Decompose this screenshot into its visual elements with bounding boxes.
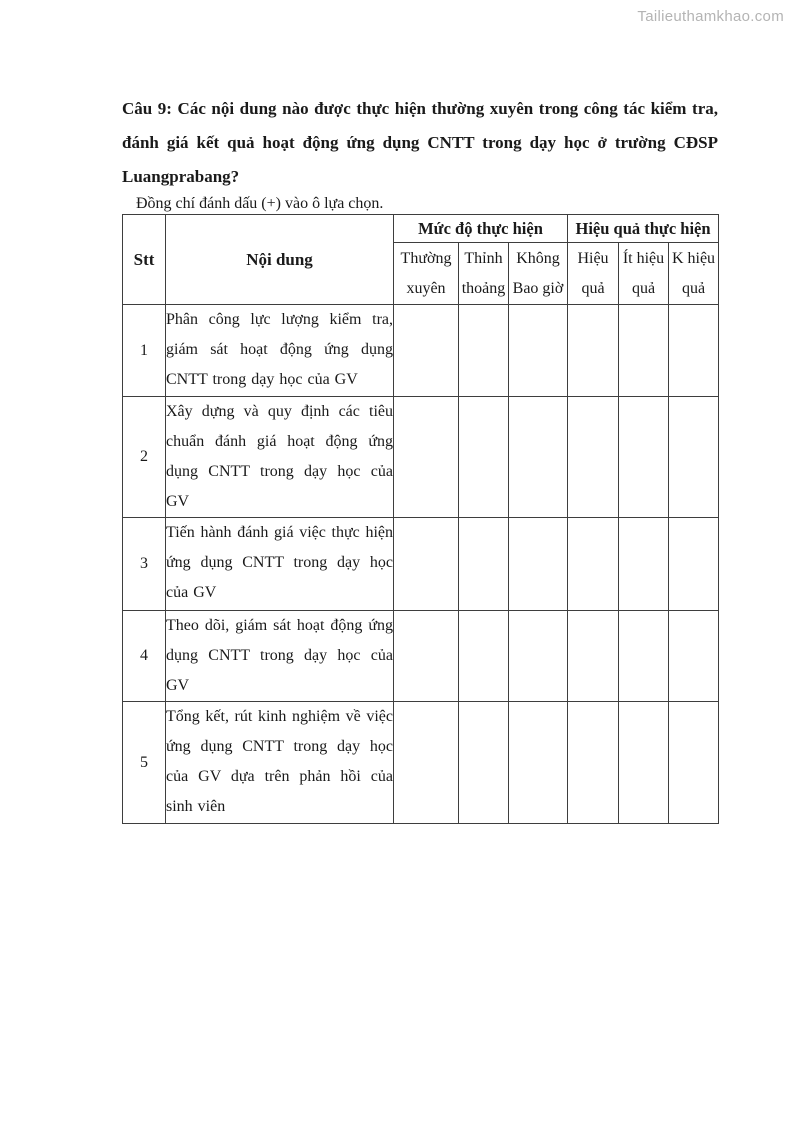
column-header-k-hieu-qua: K hiệu quả <box>669 243 719 305</box>
question-heading-line2: đánh giá kết quả hoạt động ứng dụng CNTT trong dạy học ở trường CĐSP <box>122 133 718 152</box>
column-header-thinh-thoang: Thỉnh thoảng <box>459 243 509 305</box>
page-content <box>122 92 718 824</box>
answer-cell <box>509 305 568 397</box>
table-row <box>123 397 719 518</box>
header-group-row <box>123 215 719 243</box>
row-content: Tiến hành đánh giá việc thực hiện ứng dụng CNTT trong dạy học của GV <box>166 518 394 611</box>
row-content: Phân công lực lượng kiểm tra, giám sát hoạt động ứng dụng CNTT trong dạy học của GV <box>166 305 394 397</box>
answer-cell <box>459 702 509 824</box>
column-header-stt: Stt <box>123 215 166 305</box>
question-heading-line1: Câu 9: Các nội dung nào được thực hiện thường xuyên trong công tác kiểm tra, <box>122 99 718 118</box>
answer-cell <box>509 611 568 702</box>
answer-cell <box>394 702 459 824</box>
column-header-it-hieu-qua: Ít hiệu quả <box>619 243 669 305</box>
answer-cell <box>669 611 719 702</box>
answer-cell <box>509 518 568 611</box>
row-content: Xây dựng và quy định các tiêu chuẩn đánh giá hoạt động ứng dụng CNTT trong dạy học của GV <box>166 397 394 518</box>
column-header-thuong-xuyen: Thường xuyên <box>394 243 459 305</box>
answer-cell <box>568 702 619 824</box>
group-header-muc-do: Mức độ thực hiện <box>394 215 568 243</box>
group-header-hieu-qua: Hiệu quả thực hiện <box>568 215 719 243</box>
answer-cell <box>568 518 619 611</box>
row-number: 5 <box>123 702 166 824</box>
column-header-hieu-qua: Hiệu quả <box>568 243 619 305</box>
table-row <box>123 611 719 702</box>
answer-cell <box>394 397 459 518</box>
table-row <box>123 518 719 611</box>
answer-cell <box>669 305 719 397</box>
answer-cell <box>509 397 568 518</box>
instruction-text: Đồng chí đánh dấu (+) vào ô lựa chọn. <box>136 195 384 212</box>
table-row <box>123 305 719 397</box>
row-number: 3 <box>123 518 166 611</box>
site-watermark: Tailieuthamkhao.com <box>637 8 784 25</box>
answer-cell <box>459 518 509 611</box>
row-number: 4 <box>123 611 166 702</box>
answer-cell <box>459 305 509 397</box>
table-row <box>123 702 719 824</box>
answer-cell <box>619 305 669 397</box>
answer-cell <box>568 305 619 397</box>
answer-cell <box>394 611 459 702</box>
answer-cell <box>568 397 619 518</box>
column-header-khong-bao-gio: Không Bao giờ <box>509 243 568 305</box>
row-content: Theo dõi, giám sát hoạt động ứng dụng CNTT trong dạy học của GV <box>166 611 394 702</box>
answer-cell <box>459 397 509 518</box>
row-number: 1 <box>123 305 166 397</box>
answer-cell <box>619 397 669 518</box>
answer-cell <box>619 611 669 702</box>
answer-cell <box>509 702 568 824</box>
answer-cell <box>619 518 669 611</box>
answer-cell <box>669 397 719 518</box>
question-heading <box>122 92 718 194</box>
question-heading-line3: Luangprabang? <box>122 167 240 186</box>
answer-cell <box>459 611 509 702</box>
answer-cell <box>669 518 719 611</box>
column-header-noidung: Nội dung <box>166 215 394 305</box>
row-content: Tổng kết, rút kinh nghiệm về việc ứng dụng CNTT trong dạy học của GV dựa trên phản hồi của sinh viên <box>166 702 394 824</box>
answer-cell <box>619 702 669 824</box>
row-number: 2 <box>123 397 166 518</box>
answer-cell <box>568 611 619 702</box>
answer-cell <box>394 305 459 397</box>
survey-table <box>122 214 719 824</box>
answer-cell <box>669 702 719 824</box>
answer-cell <box>394 518 459 611</box>
